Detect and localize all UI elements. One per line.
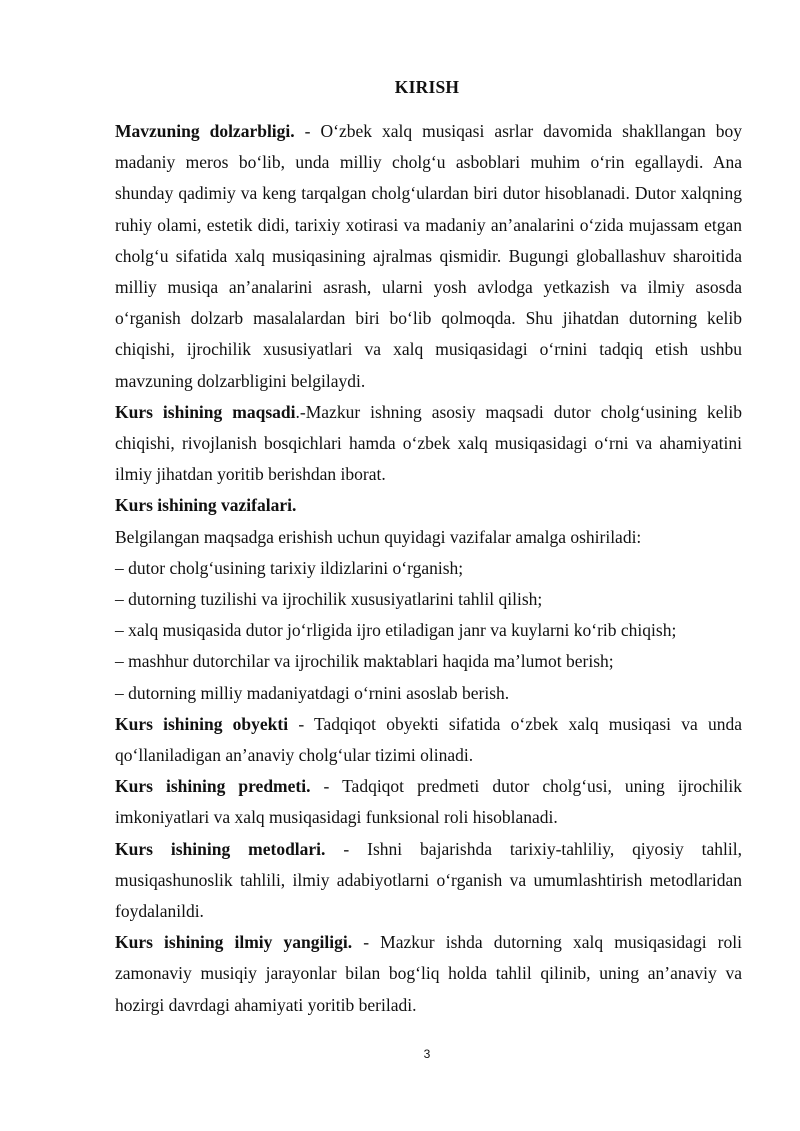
paragraph-text: - Tadqiqot obyekti sifatida o‘zbek xalq musiqasi va unda qo‘llaniladigan an’anaviy cholg‘ular tizimi olinadi. bbox=[115, 713, 742, 766]
paragraph-metodlari bbox=[115, 834, 742, 928]
paragraph-text: .-Mazkur ishning asosiy maqsadi dutor cholg‘usining kelib chiqishi, rivojlanish bosqichlari hamda o‘zbek xalq musiqasidagi o‘rni va ahamiyatini ilmiy jihatdan yoritib berishdan iborat. bbox=[115, 401, 742, 485]
list-item: – dutor cholg‘usining tarixiy ildizlarini o‘rganish; bbox=[115, 557, 464, 578]
paragraph-heading: Kurs ishining vazifalari. bbox=[115, 495, 297, 516]
list-item: – dutorning tuzilishi va ijrochilik xususiyatlarini tahlil qilish; bbox=[115, 589, 543, 610]
paragraph-text: - Tadqiqot predmeti dutor cholg‘usi, uning ijrochilik imkoniyatlari va xalq musiqasidagi funksional roli hisoblanadi. bbox=[115, 776, 742, 828]
tasks-intro: Belgilangan maqsadga erishish uchun quyidagi vazifalar amalga oshiriladi: bbox=[115, 526, 642, 547]
paragraph-heading: Kurs ishining metodlari. bbox=[115, 838, 326, 859]
page-title: KIRISH bbox=[394, 77, 460, 97]
paragraph-heading: Kurs ishining maqsadi bbox=[115, 401, 296, 422]
paragraph-maqsadi bbox=[115, 397, 742, 491]
paragraph-heading: Kurs ishining obyekti bbox=[115, 713, 289, 734]
paragraph-heading: Kurs ishining predmeti. bbox=[115, 776, 311, 797]
paragraph-text: - Ishni bajarishda tarixiy-tahliliy, qiyosiy tahlil, musiqashunoslik tahlili, ilmiy adabiyotlarni o‘rganish va umumlashtirish metodlaridan foydalanildi. bbox=[115, 838, 742, 922]
paragraph-predmeti bbox=[115, 771, 742, 833]
page-number: 3 bbox=[423, 1047, 431, 1061]
document-body bbox=[115, 116, 742, 1021]
paragraph-vazifalari bbox=[115, 490, 742, 521]
paragraph-dolzarbligi bbox=[115, 116, 742, 397]
paragraph-heading: Mavzuning dolzarbligi. bbox=[115, 121, 295, 141]
paragraph-obyekti bbox=[115, 709, 742, 771]
list-item: – dutorning milliy madaniyatdagi o‘rnini asoslab berish. bbox=[115, 682, 510, 703]
paragraph-heading: Kurs ishining ilmiy yangiligi. bbox=[115, 932, 353, 953]
paragraph-text: - O‘zbek xalq musiqasi asrlar davomida shakllangan boy madaniy meros bo‘lib, unda milliy cholg‘u asboblari muhim o‘rin egallaydi. Ana shunday qadimiy va keng tarqalgan cholg‘ulardan biri dutor hisoblanadi. Dutor xalqning ruhiy olami, estetik didi, tarixiy xotirasi va madaniy an’analarini o‘zida mujassam etgan cholg‘u sifatida xalq musiqasining ajralmas qismidir. Bugungi globallashuv sharoitida milliy musiqa an’analarini asrash, ularni yosh avlodga yetkazish va ilmiy asosda o‘rganish dolzarb masalalardan biri bo‘lib qolmoqda. Shu jihatdan dutorning kelib chiqishi, ijrochilik xususiyatlari va xalq musiqasidagi o‘rnini tadqiq etish ushbu mavzuning dolzarbligini belgilaydi. bbox=[115, 121, 743, 391]
list-item: – mashhur dutorchilar va ijrochilik maktablari haqida ma’lumot berish; bbox=[115, 651, 614, 672]
paragraph-yangiligi bbox=[115, 927, 742, 1021]
list-item: – xalq musiqasida dutor jo‘rligida ijro etiladigan janr va kuylarni ko‘rib chiqish; bbox=[115, 620, 677, 641]
paragraph-text: - Mazkur ishda dutorning xalq musiqasidagi roli zamonaviy musiqiy jarayonlar bilan bog‘liq holda tahlil qilinib, uning an’anaviy va hozirgi davrdagi ahamiyati yoritib beriladi. bbox=[115, 932, 742, 1015]
